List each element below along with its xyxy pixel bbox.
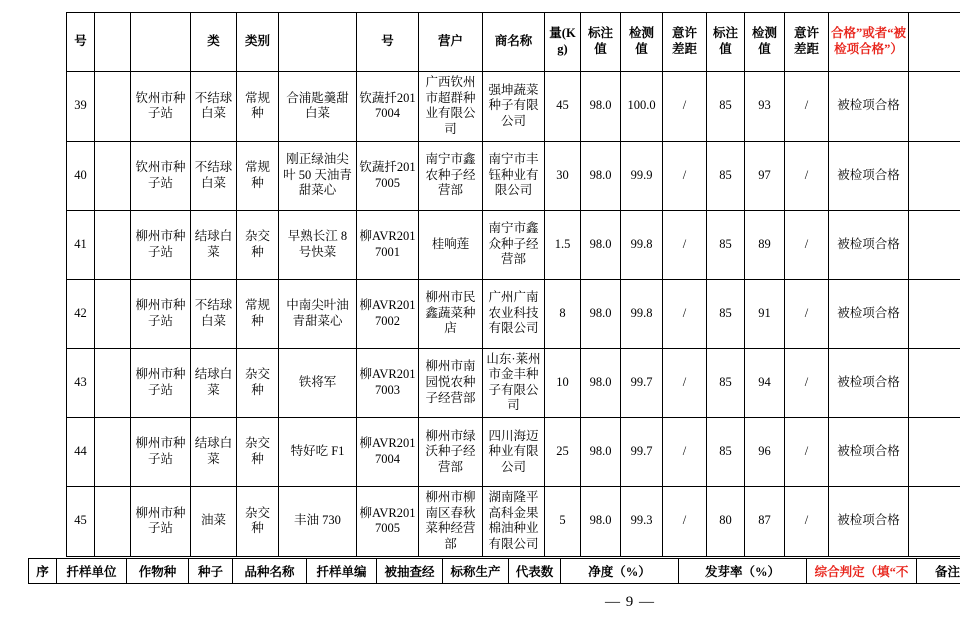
cell-crop-kind: 结球白菜: [191, 348, 237, 418]
cell-unit: 柳州市种子站: [131, 348, 191, 418]
cell-quantity: 5: [545, 487, 581, 557]
cell-num: 41: [67, 210, 95, 279]
cell-judgement: 被检项合格: [829, 418, 909, 487]
cell-kind-category: 常规种: [237, 141, 279, 210]
header-purity-standard: [581, 13, 621, 72]
header-purity-tested: [621, 13, 663, 72]
legend-cell-represented-qty: 代表数: [509, 559, 561, 584]
header-germination-tolerance: [785, 13, 829, 72]
cell-germination-tested: 94: [745, 348, 785, 418]
cell-kind-category: 杂交种: [237, 418, 279, 487]
header-remark: [909, 13, 960, 72]
cell-purity-standard: 98.0: [581, 72, 621, 142]
header-purity-standard-line1: 标注: [587, 26, 613, 41]
cell-blank: [95, 210, 131, 279]
cell-judgement: 被检项合格: [829, 210, 909, 279]
cell-purity-standard: 98.0: [581, 279, 621, 348]
cell-quantity: 25: [545, 418, 581, 487]
cell-variety-name: 早熟长江 8 号快菜: [279, 210, 357, 279]
cell-num: 40: [67, 141, 95, 210]
cell-remark: [909, 487, 960, 557]
header-crop-kind: 类: [191, 13, 237, 72]
header-purity-standard-line2: 值: [594, 42, 607, 56]
header-germination-standard-line1: 标注: [712, 26, 738, 41]
cell-unit: 柳州市种子站: [131, 279, 191, 348]
cell-sampled-from: 柳州市绿沃种子经营部: [419, 418, 483, 487]
cell-sampled-from: 柳州市柳南区春秋菜种经营部: [419, 487, 483, 557]
header-lot-number: 号: [357, 13, 419, 72]
table-row: [67, 348, 960, 418]
cell-judgement: 被检项合格: [829, 72, 909, 142]
cell-purity-tolerance: /: [663, 279, 707, 348]
cell-lot-number: 钦蔬扦2017004: [357, 72, 419, 142]
cell-germination-standard: 80: [707, 487, 745, 557]
cell-blank: [95, 141, 131, 210]
cell-unit: 柳州市种子站: [131, 487, 191, 557]
cell-variety-name: 刚正绿油尖叶 50 天油青甜菜心: [279, 141, 357, 210]
cell-sampled-from: 柳州市民鑫蔬菜种店: [419, 279, 483, 348]
table-header-row: [67, 13, 960, 72]
cell-num: 45: [67, 487, 95, 557]
cell-lot-number: 柳AVR2017005: [357, 487, 419, 557]
cell-sampled-from: 南宁市鑫农种子经营部: [419, 141, 483, 210]
table-row: [67, 279, 960, 348]
cell-purity-tested: 99.8: [621, 210, 663, 279]
header-unit: [131, 13, 191, 72]
cell-blank: [95, 279, 131, 348]
cell-germination-standard: 85: [707, 141, 745, 210]
cell-kind-category: 杂交种: [237, 210, 279, 279]
cell-crop-kind: 结球白菜: [191, 210, 237, 279]
cell-germination-tolerance: /: [785, 279, 829, 348]
legend-cell-judgement: 综合判定（填“不: [807, 559, 917, 584]
cell-unit: 柳州市种子站: [131, 418, 191, 487]
cell-sampled-from: 广西钦州市超群种业有限公司: [419, 72, 483, 142]
cell-germination-tolerance: /: [785, 487, 829, 557]
cell-germination-tested: 96: [745, 418, 785, 487]
cell-purity-tolerance: /: [663, 72, 707, 142]
cell-company: 广州广南农业科技有限公司: [483, 279, 545, 348]
header-purity-tested-line2: 值: [635, 42, 648, 56]
header-germination-tolerance-line1: 意许: [793, 26, 819, 41]
cell-company: 强坤蔬菜种子有限公司: [483, 72, 545, 142]
cell-lot-number: 柳AVR2017004: [357, 418, 419, 487]
cell-sampled-from: 桂响莲: [419, 210, 483, 279]
cell-variety-name: 特好吃 F1: [279, 418, 357, 487]
cell-num: 39: [67, 72, 95, 142]
legend-cell-germination: 发芽率（%）: [679, 559, 807, 584]
cell-purity-tested: 99.8: [621, 279, 663, 348]
table-row: [67, 210, 960, 279]
cell-purity-standard: 98.0: [581, 210, 621, 279]
cell-purity-tested: 99.7: [621, 418, 663, 487]
cell-company: 南宁市鑫众种子经营部: [483, 210, 545, 279]
cell-germination-tested: 93: [745, 72, 785, 142]
legend-cell-index: 序: [29, 559, 57, 584]
cell-variety-name: 铁将军: [279, 348, 357, 418]
cell-blank: [95, 487, 131, 557]
header-purity-tolerance-line2: 差距: [671, 42, 697, 56]
cell-variety-name: 合浦匙羹甜白菜: [279, 72, 357, 142]
legend-cell-purity: 净度（%）: [561, 559, 679, 584]
cell-remark: [909, 72, 960, 142]
cell-germination-tolerance: /: [785, 210, 829, 279]
cell-crop-kind: 不结球白菜: [191, 279, 237, 348]
cell-crop-kind: 油菜: [191, 487, 237, 557]
cell-crop-kind: 不结球白菜: [191, 141, 237, 210]
header-purity-tested-line1: 检测: [628, 26, 654, 41]
header-germination-standard-line2: 值: [719, 42, 732, 56]
header-purity-tolerance-line1: 意许: [671, 26, 697, 41]
cell-purity-tolerance: /: [663, 418, 707, 487]
cell-purity-tolerance: /: [663, 487, 707, 557]
cell-germination-tolerance: /: [785, 72, 829, 142]
cell-remark: [909, 210, 960, 279]
cell-unit: 钦州市种子站: [131, 72, 191, 142]
legend-cell-seed: 种子: [189, 559, 233, 584]
cell-kind-category: 杂交种: [237, 487, 279, 557]
cell-kind-category: 杂交种: [237, 348, 279, 418]
cell-num: 42: [67, 279, 95, 348]
cell-remark: [909, 418, 960, 487]
cell-purity-standard: 98.0: [581, 418, 621, 487]
cell-germination-tested: 91: [745, 279, 785, 348]
cell-germination-standard: 85: [707, 279, 745, 348]
cell-company: 湖南隆平高科金果棉油种业有限公司: [483, 487, 545, 557]
cell-kind-category: 常规种: [237, 72, 279, 142]
cell-purity-tested: 100.0: [621, 72, 663, 142]
cell-germination-standard: 85: [707, 72, 745, 142]
cell-remark: [909, 141, 960, 210]
cell-num: 44: [67, 418, 95, 487]
cell-judgement: 被检项合格: [829, 348, 909, 418]
header-company: 商名称: [483, 13, 545, 72]
header-sampled-from: 营户: [419, 13, 483, 72]
cell-quantity: 45: [545, 72, 581, 142]
cell-kind-category: 常规种: [237, 279, 279, 348]
cell-variety-name: 中南尖叶油青甜菜心: [279, 279, 357, 348]
cell-purity-tolerance: /: [663, 348, 707, 418]
cell-germination-tested: 97: [745, 141, 785, 210]
cell-unit: 钦州市种子站: [131, 141, 191, 210]
header-blank: [95, 13, 131, 72]
legend-cell-crop-kind: 作物种: [127, 559, 189, 584]
cell-crop-kind: 结球白菜: [191, 418, 237, 487]
cell-company: 山东·莱州市金丰种子有限公司: [483, 348, 545, 418]
cell-lot-number: 钦蔬扦2017005: [357, 141, 419, 210]
header-germination-standard: [707, 13, 745, 72]
cell-quantity: 8: [545, 279, 581, 348]
legend-cell-variety-name: 品种名称: [233, 559, 307, 584]
cell-num: 43: [67, 348, 95, 418]
header-num: 号: [67, 13, 95, 72]
column-legend-table: [28, 558, 960, 584]
cell-quantity: 30: [545, 141, 581, 210]
cell-germination-tolerance: /: [785, 348, 829, 418]
cell-quantity: 1.5: [545, 210, 581, 279]
cell-lot-number: 柳AVR2017003: [357, 348, 419, 418]
cell-germination-standard: 85: [707, 418, 745, 487]
cell-judgement: 被检项合格: [829, 279, 909, 348]
table-row: [67, 141, 960, 210]
cell-company: 四川海迈种业有限公司: [483, 418, 545, 487]
header-variety-name: [279, 13, 357, 72]
cell-company: 南宁市丰钰种业有限公司: [483, 141, 545, 210]
cell-purity-tolerance: /: [663, 141, 707, 210]
table-row: [67, 487, 960, 557]
cell-judgement: 被检项合格: [829, 487, 909, 557]
header-germination-tested-line2: 值: [758, 42, 771, 56]
header-germination-tolerance-line2: 差距: [793, 42, 819, 56]
cell-purity-standard: 98.0: [581, 348, 621, 418]
cell-blank: [95, 348, 131, 418]
cell-purity-standard: 98.0: [581, 141, 621, 210]
page-number-text: — 9 —: [605, 594, 655, 610]
cell-unit: 柳州市种子站: [131, 210, 191, 279]
cell-lot-number: 柳AVR2017001: [357, 210, 419, 279]
cell-germination-tolerance: /: [785, 418, 829, 487]
cell-purity-standard: 98.0: [581, 487, 621, 557]
cell-sampled-from: 柳州市南园悦农种子经营部: [419, 348, 483, 418]
legend-row: [29, 559, 960, 584]
table-body: [67, 72, 960, 557]
cell-germination-tested: 89: [745, 210, 785, 279]
cell-judgement: 被检项合格: [829, 141, 909, 210]
cell-lot-number: 柳AVR2017002: [357, 279, 419, 348]
inspection-results-table: [66, 12, 960, 557]
cell-variety-name: 丰油 730: [279, 487, 357, 557]
legend-cell-remark: 备注: [917, 559, 960, 584]
table-row: [67, 72, 960, 142]
cell-remark: [909, 279, 960, 348]
header-judgement: 合格”或者“被检项合格”）: [829, 13, 909, 72]
page-number: [0, 594, 960, 611]
header-germination-tested: [745, 13, 785, 72]
cell-crop-kind: 不结球白菜: [191, 72, 237, 142]
cell-purity-tested: 99.9: [621, 141, 663, 210]
header-quantity: 量(Kg): [545, 13, 581, 72]
cell-purity-tested: 99.7: [621, 348, 663, 418]
table-row: [67, 418, 960, 487]
cell-quantity: 10: [545, 348, 581, 418]
cell-germination-tolerance: /: [785, 141, 829, 210]
legend-cell-labeled-producer: 标称生产: [443, 559, 509, 584]
header-purity-tolerance: [663, 13, 707, 72]
cell-purity-tolerance: /: [663, 210, 707, 279]
legend-cell-sample-number: 扦样单编: [307, 559, 377, 584]
cell-remark: [909, 348, 960, 418]
header-kind-category: 类别: [237, 13, 279, 72]
cell-purity-tested: 99.3: [621, 487, 663, 557]
cell-blank: [95, 72, 131, 142]
cell-germination-standard: 85: [707, 348, 745, 418]
legend-cell-sampled-dealer: 被抽查经: [377, 559, 443, 584]
cell-germination-tested: 87: [745, 487, 785, 557]
legend-cell-sampling-unit: 扦样单位: [57, 559, 127, 584]
header-germination-tested-line1: 检测: [751, 26, 777, 41]
cell-blank: [95, 418, 131, 487]
cell-germination-standard: 85: [707, 210, 745, 279]
